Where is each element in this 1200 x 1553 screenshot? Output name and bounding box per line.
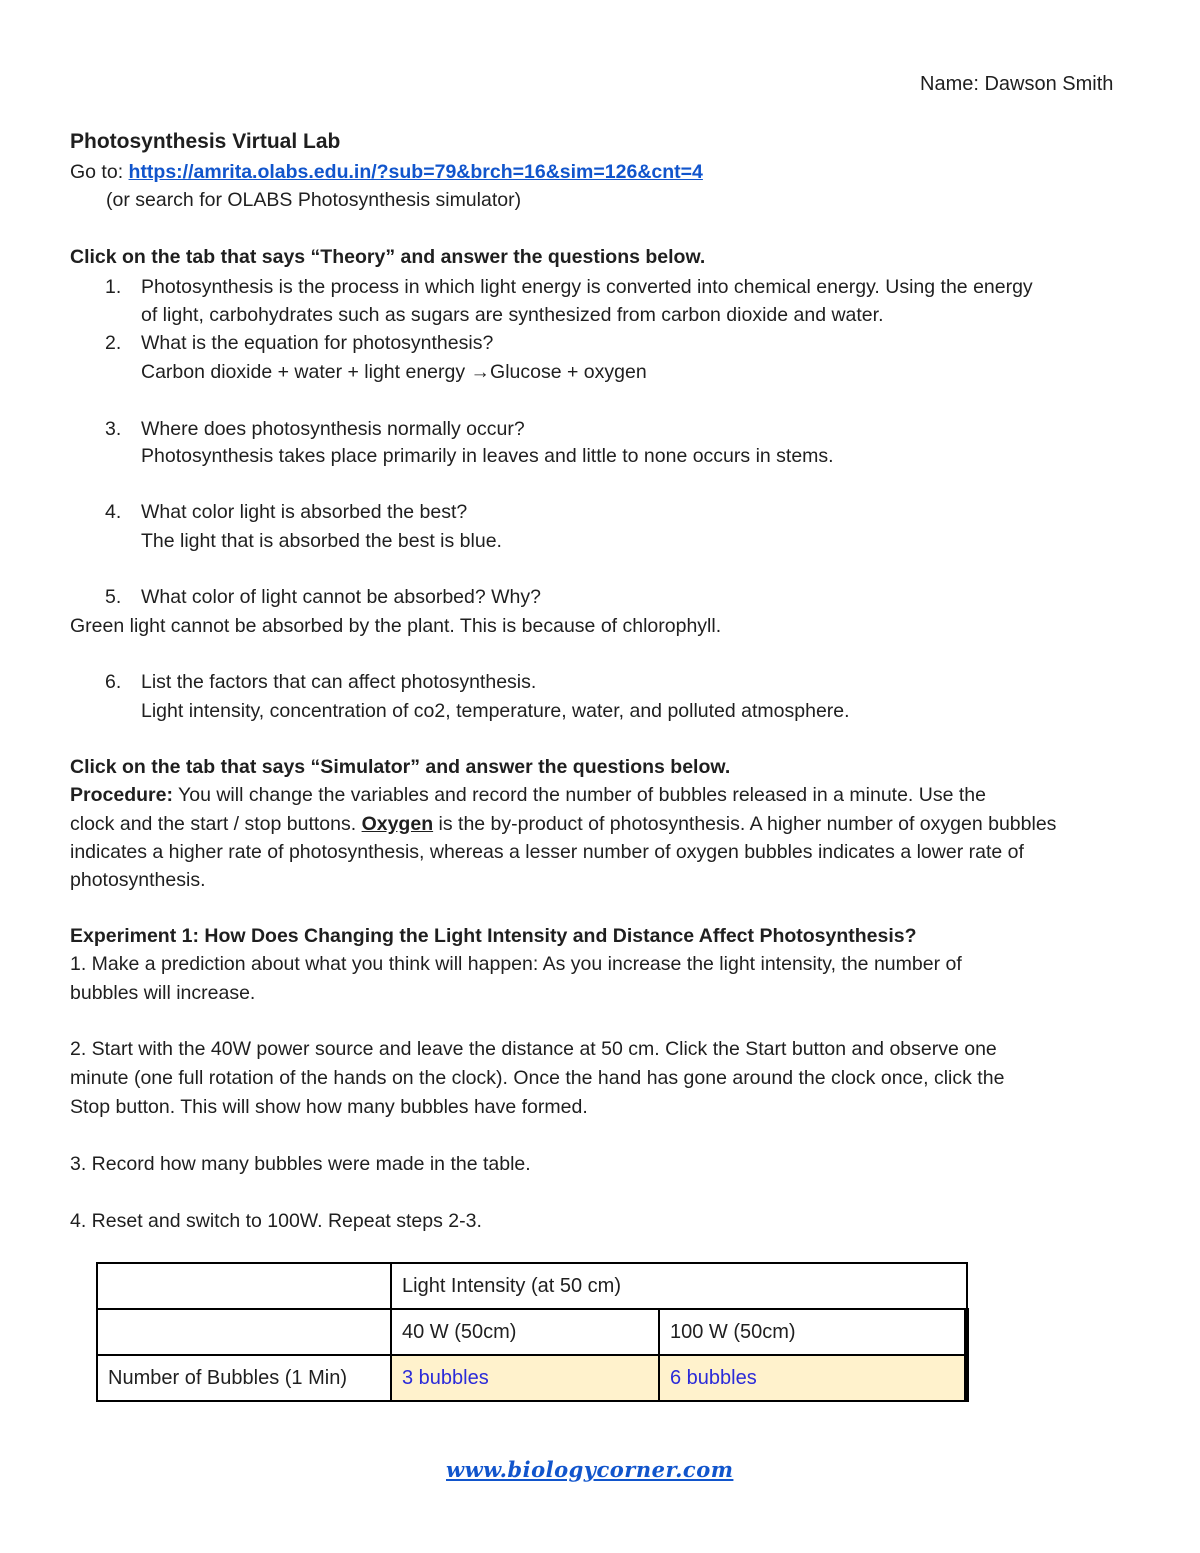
procedure-text: clock and the start / stop buttons. — [70, 813, 362, 835]
question-1-continued: of light, carbohydrates such as sugars are synthesized from carbon dioxide and water. — [141, 304, 884, 326]
table-header-light-intensity: Light Intensity (at 50 cm) — [391, 1263, 967, 1309]
question-number: 5. — [105, 586, 122, 608]
table-col-40w: 40 W (50cm) — [391, 1309, 659, 1355]
question-number: 2. — [105, 332, 122, 354]
procedure-line-3: indicates a higher rate of photosynthesis, whereas a lesser number of oxygen bubbles indicates a lower rate of — [70, 841, 1024, 863]
experiment-1-heading: Experiment 1: How Does Changing the Light Intensity and Distance Affect Photosynthesis? — [70, 925, 917, 947]
step-2-line-1: 2. Start with the 40W power source and leave the distance at 50 cm. Click the Start button and observe one — [70, 1038, 997, 1060]
procedure-label: Procedure: — [70, 784, 173, 806]
question-number: 1. — [105, 276, 122, 298]
question-1 — [105, 273, 1033, 301]
step-1-line-2: bubbles will increase. — [70, 982, 256, 1004]
procedure-line-4: photosynthesis. — [70, 869, 206, 891]
table-row — [97, 1263, 967, 1309]
search-note: (or search for OLABS Photosynthesis simulator) — [106, 189, 522, 211]
procedure-line-1 — [70, 781, 986, 809]
step-3: 3. Record how many bubbles were made in the table. — [70, 1153, 531, 1175]
question-4 — [105, 498, 467, 526]
table-value-100w[interactable]: 6 bubbles — [659, 1355, 967, 1401]
question-3 — [105, 415, 525, 443]
step-1-line-1: 1. Make a prediction about what you think will happen: As you increase the light intensity, the number of — [70, 953, 962, 975]
procedure-text: You will change the variables and record the number of bubbles released in a minute. Use the — [172, 784, 986, 806]
step-4: 4. Reset and switch to 100W. Repeat steps 2-3. — [70, 1210, 482, 1232]
procedure-text: is the by-product of photosynthesis. A higher number of oxygen bubbles — [433, 813, 1057, 835]
question-text: Photosynthesis is the process in which light energy is converted into chemical energy. Using the energy — [141, 276, 1033, 298]
question-2 — [105, 329, 493, 357]
question-text: What is the equation for photosynthesis? — [141, 332, 494, 354]
answer-4: The light that is absorbed the best is blue. — [141, 530, 502, 552]
table-col-100w: 100 W (50cm) — [659, 1309, 967, 1355]
question-number: 3. — [105, 418, 122, 440]
answer-2: Carbon dioxide + water + light energy →Glucose + oxygen — [141, 361, 647, 383]
table-row — [97, 1355, 967, 1401]
student-name: Name: Dawson Smith — [920, 73, 1114, 95]
answer-6: Light intensity, concentration of co2, temperature, water, and polluted atmosphere. — [141, 700, 850, 722]
step-2-line-2: minute (one full rotation of the hands on the clock). Once the hand has gone around the clock once, click the — [70, 1067, 1005, 1089]
table-value-40w[interactable]: 3 bubbles — [391, 1355, 659, 1401]
procedure-line-2 — [70, 810, 1056, 838]
question-number: 4. — [105, 501, 122, 523]
table-row-label: Number of Bubbles (1 Min) — [97, 1355, 391, 1401]
question-text: List the factors that can affect photosynthesis. — [141, 671, 537, 693]
simulator-heading: Click on the tab that says “Simulator” and answer the questions below. — [70, 756, 731, 778]
question-text: What color of light cannot be absorbed? Why? — [141, 586, 541, 608]
goto-label: Go to: — [70, 161, 129, 183]
question-text: What color light is absorbed the best? — [141, 501, 468, 523]
question-number: 6. — [105, 671, 122, 693]
page-title: Photosynthesis Virtual Lab — [70, 130, 341, 153]
footer-link[interactable]: www.biologycorner.com — [446, 1457, 734, 1482]
olabs-link[interactable]: https://amrita.olabs.edu.in/?sub=79&brch=16&sim=126&cnt=4 — [128, 161, 703, 183]
table-cell-empty — [97, 1309, 391, 1355]
table-cell-empty — [97, 1263, 391, 1309]
question-6 — [105, 668, 536, 696]
question-text: Where does photosynthesis normally occur? — [141, 418, 525, 440]
theory-heading: Click on the tab that says “Theory” and answer the questions below. — [70, 246, 706, 268]
oxygen-term: Oxygen — [361, 813, 434, 835]
table-row — [97, 1309, 967, 1355]
question-5 — [105, 583, 541, 611]
answer-5: Green light cannot be absorbed by the plant. This is because of chlorophyll. — [70, 615, 722, 637]
answer-3: Photosynthesis takes place primarily in leaves and little to none occurs in stems. — [141, 445, 834, 467]
results-table — [96, 1262, 969, 1402]
step-2-line-3: Stop button. This will show how many bubbles have formed. — [70, 1096, 588, 1118]
goto-line — [70, 158, 703, 186]
